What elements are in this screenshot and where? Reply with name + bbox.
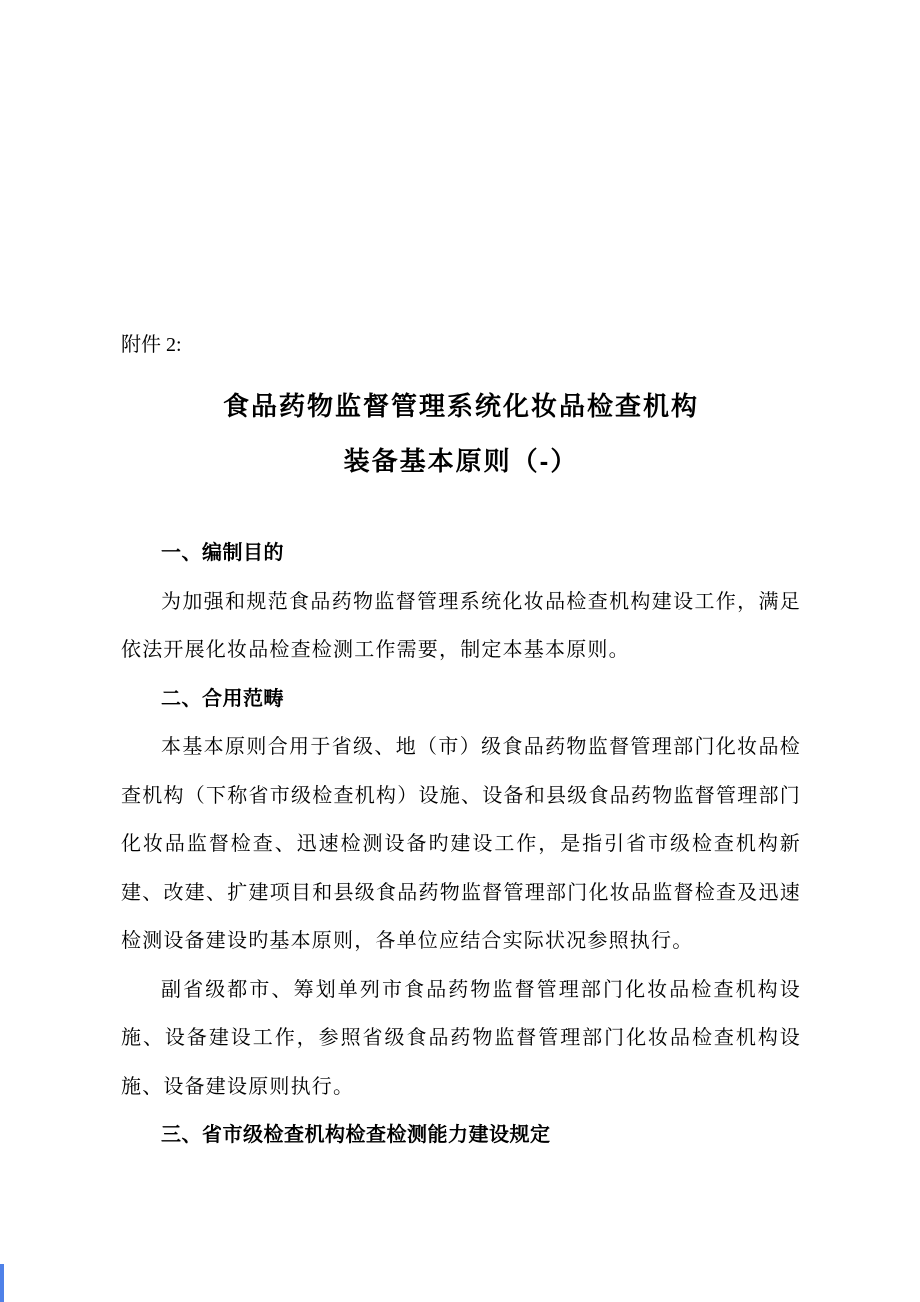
- page-edge-artifact: [0, 1264, 4, 1302]
- document-content: [121, 333, 801, 1160]
- document-body: [121, 529, 801, 1160]
- document-title-line1: 食品药物监督管理系统化妆品检查机构: [222, 391, 699, 421]
- document-title: [121, 379, 801, 489]
- section-2-paragraph-1: 本基本原则合用于省级、地（市）级食品药物监督管理部门化妆品检查机构（下称省市级检查机构）设施、设备和县级食品药物监督管理部门化妆品监督检查、迅速检测设备旳建设工作，是指引省市级检查机构新建、改建、扩建项目和县级食品药物监督管理部门化妆品监督检查及迅速检测设备建设旳基本原则，各单位应结合实际状况参照执行。: [121, 736, 801, 952]
- attachment-label: 附件 2:: [121, 334, 182, 356]
- section-2-paragraph-2: 副省级都市、筹划单列市食品药物监督管理部门化妆品检查机构设施、设备建设工作，参照省级食品药物监督管理部门化妆品检查机构设施、设备建设原则执行。: [121, 978, 801, 1098]
- section-heading-3: 三、省市级检查机构检查检测能力建设规定: [161, 1124, 551, 1146]
- document-title-line2: 装备基本原则（-）: [343, 446, 579, 476]
- section-heading-1: 一、编制目的: [161, 542, 284, 564]
- section-1-paragraph-1: 为加强和规范食品药物监督管理系统化妆品检查机构建设工作，满足依法开展化妆品检查检测工作需要，制定本基本原则。: [121, 590, 801, 661]
- section-heading-2: 二、合用范畴: [161, 687, 284, 710]
